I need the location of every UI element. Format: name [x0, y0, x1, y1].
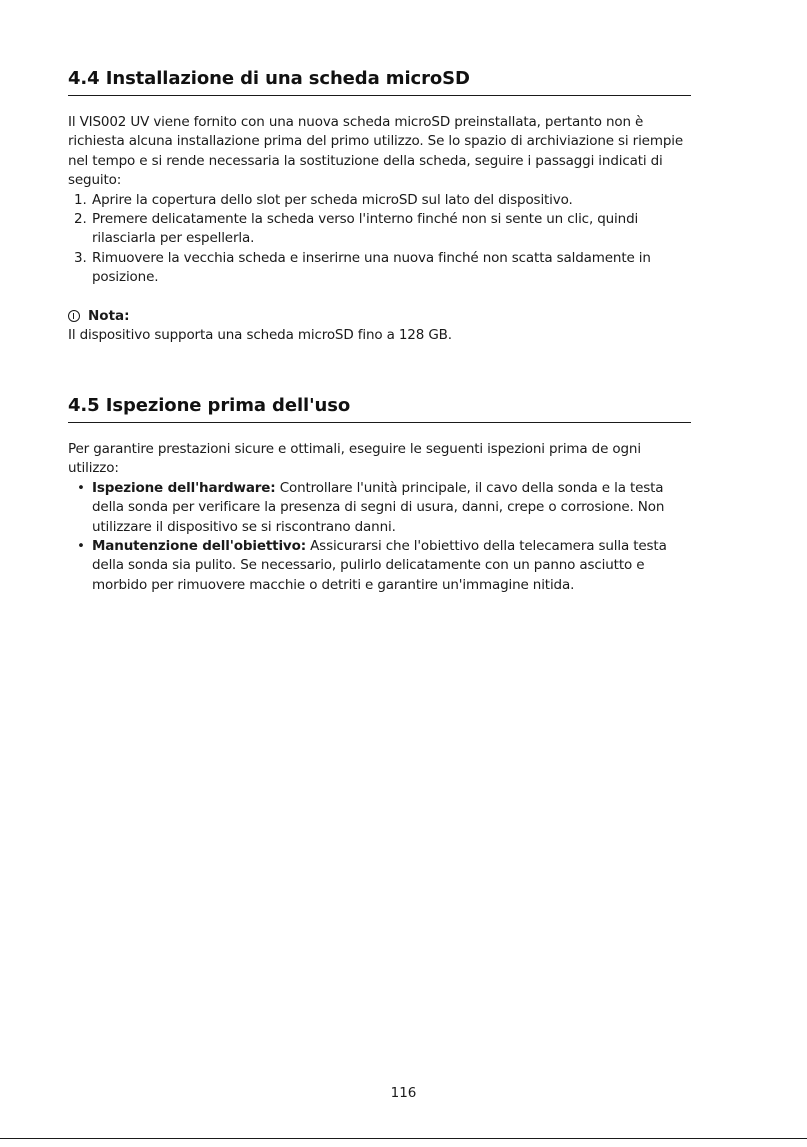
- section-heading: 4.4 Installazione di una scheda microSD: [68, 66, 691, 96]
- page-number: 116: [390, 1085, 417, 1101]
- note-label: Nota:: [88, 307, 130, 324]
- step-number: 3.: [74, 249, 87, 266]
- section-microsd-installation: [68, 66, 691, 345]
- item-text: Assicurarsi che l'obiettivo della telecamera sulla testa della sonda sia pulito. Se necessario, pulirlo delicatamente con un panno asciutto e morbido per rimuovere macchie o detriti e garantire un'immagine nitida.: [92, 538, 667, 593]
- step-text: Premere delicatamente la scheda verso l'interno finché non si sente un clic, quindi rilasciarla per espellerla.: [92, 211, 639, 247]
- steps-list: [68, 191, 691, 288]
- bullet-marker: •: [77, 479, 85, 496]
- inspection-list: [68, 479, 691, 595]
- step-item: [68, 210, 691, 249]
- item-text: Controllare l'unità principale, il cavo della sonda e la testa della sonda per verificare la presenza di segni di usura, danni, crepe o corrosione. Non utilizzare il dispositivo se si riscontrano danni.: [92, 479, 665, 535]
- item-term: Ispezione dell'hardware:: [92, 479, 276, 496]
- section-inspection: [68, 393, 691, 595]
- footer-divider: [0, 1138, 807, 1139]
- step-item: [68, 191, 691, 210]
- bullet-marker: •: [77, 538, 85, 555]
- note-text: Il dispositivo supporta una scheda microSD fino a 128 GB.: [68, 327, 452, 344]
- info-icon: [68, 310, 80, 322]
- note-title: [68, 307, 691, 326]
- list-item: [68, 479, 691, 537]
- section-intro: Il VIS002 UV viene fornito con una nuova scheda microSD preinstallata, pertanto non è richiesta alcuna installazione prima del primo utilizzo. Se lo spazio di archiviazione si riempie nel tempo e si rende necessaria la sostituzione della scheda, seguire i passaggi indicati di seguito:: [68, 114, 684, 189]
- note-block: [68, 307, 691, 346]
- section-intro: Per garantire prestazioni sicure e ottimali, eseguire le seguenti ispezioni prima de ogni utilizzo:: [68, 441, 641, 477]
- step-text: Aprire la copertura dello slot per scheda microSD sul lato del dispositivo.: [92, 191, 573, 208]
- step-number: 1.: [74, 191, 87, 208]
- step-item: [68, 249, 691, 288]
- list-item: [68, 537, 691, 595]
- step-number: 2.: [74, 211, 87, 228]
- item-term: Manutenzione dell'obiettivo:: [92, 538, 306, 555]
- step-text: Rimuovere la vecchia scheda e inserirne una nuova finché non scatta saldamente in posizione.: [92, 249, 651, 286]
- section-heading: 4.5 Ispezione prima dell'uso: [68, 393, 691, 423]
